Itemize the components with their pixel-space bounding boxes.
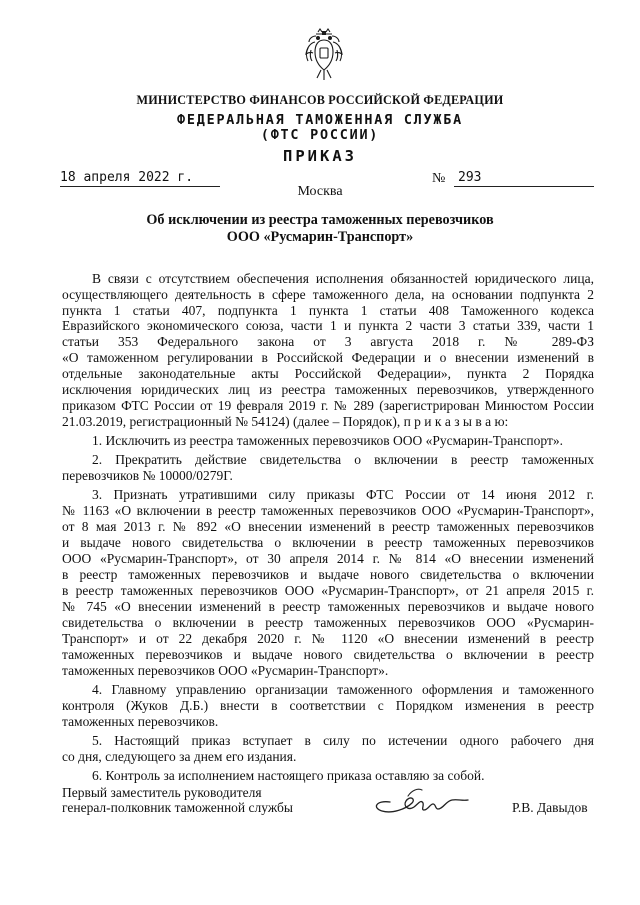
body-line: 6. Контроль за исполнением настоящего приказа оставляю за собой. <box>92 768 485 783</box>
signer-position-line-2: генерал-полковник таможенной службы <box>62 800 293 815</box>
body-line: № 745 «О внесении изменений в реестр таможенных перевозчиков и выдаче нового <box>62 599 594 614</box>
body-line: приказом ФТС России от 19 февраля 2019 г. № 289 (зарегистрирован Минюстом России <box>62 398 594 413</box>
order-title-line-2: ООО «Русмарин-Транспорт» <box>226 229 414 245</box>
order-title-line-1: Об исключении из реестра таможенных перевозчиков <box>146 212 494 228</box>
city: Москва <box>297 184 343 199</box>
body-line: осуществляющего деятельность в сфере таможенного дела, на основании подпункта 2 <box>62 287 594 302</box>
order-number: 293 <box>458 170 482 185</box>
body-line: 2. Прекратить действие свидетельства о включении в реестр таможенных <box>92 452 594 467</box>
body-line: Евразийского экономического союза, части 1 и пункта 2 части 3 статьи 339, части 1 <box>62 318 594 333</box>
body-line: 3. Признать утратившими силу приказы ФТС России от 14 июня 2012 г. <box>92 487 594 502</box>
body-line: 5. Настоящий приказ вступает в силу по истечении одного рабочего дня <box>92 733 594 748</box>
body-line: перевозчиков № 10000/0279Г. <box>62 468 233 483</box>
body-line: в реестр таможенных перевозчиков ООО «Русмарин-Транспорт», от 21 апреля 2015 г. <box>62 583 594 598</box>
body-line: таможенных перевозчиков. <box>62 714 219 729</box>
body-line: свидетельства о включении в реестр таможенных перевозчиков ООО «Русмарин- <box>62 615 594 630</box>
service-short-name: (ФТС РОССИИ) <box>260 128 380 143</box>
russian-coat-of-arms-icon <box>304 26 344 86</box>
body-line: исключения юридических лиц из реестра таможенных перевозчиков, утвержденного <box>62 382 594 397</box>
body-line: Транспорт» и от 22 декабря 2020 г. № 1120 «О внесении изменений в реестр <box>62 631 594 646</box>
body-line: и выдаче нового свидетельства о включении в реестр таможенных перевозчиков <box>62 535 594 550</box>
body-line: от 8 мая 2013 г. № 892 «О внесении изменений в реестр таможенных перевозчиков <box>62 519 594 534</box>
body-line: таможенных перевозчиков и выдаче нового свидетельства о включении в реестр <box>62 647 594 662</box>
number-sign: № <box>432 171 446 186</box>
body-line: 4. Главному управлению организации таможенного оформления и таможенного <box>92 682 594 697</box>
body-line: № 1163 «О включении в реестр таможенных перевозчиков ООО «Русмарин-Транспорт», <box>62 503 594 518</box>
body-line: «О таможенном регулировании в Российской Федерации и о внесении изменений в <box>62 350 594 365</box>
body-line: контроля (Жуков Д.Б.) внести в соответствии с Порядком изменения в реестр <box>62 698 594 713</box>
order-date: 18 апреля 2022 г. <box>60 170 194 185</box>
signer-name: Р.В. Давыдов <box>512 800 588 815</box>
document-type: ПРИКАЗ <box>283 147 357 165</box>
body-line: 1. Исключить из реестра таможенных перевозчиков ООО «Русмарин-Транспорт». <box>92 433 563 448</box>
service-name: ФЕДЕРАЛЬНАЯ ТАМОЖЕННАЯ СЛУЖБА <box>177 113 463 128</box>
body-line: таможенных перевозчиков ООО «Русмарин-Транспорт». <box>62 663 389 678</box>
body-line: в реестр таможенных перевозчиков и выдаче нового свидетельства о включении <box>62 567 594 582</box>
body-line: ООО «Русмарин-Транспорт», от 30 апреля 2014 г. № 814 «О внесении изменений <box>62 551 594 566</box>
body-line: 21.03.2019, регистрационный № 54124) (далее – Порядок), п р и к а з ы в а ю: <box>62 414 509 429</box>
body-line: отдельные законодательные акты Российской Федерации», пункта 2 Порядка <box>62 366 594 381</box>
signer-position-line-1: Первый заместитель руководителя <box>62 785 262 800</box>
body-line: со дня, следующего за днем его издания. <box>62 749 297 764</box>
body-line: статьи 353 Федерального закона от 3 августа 2018 г. № 289-ФЗ <box>62 334 594 349</box>
ministry-name: МИНИСТЕРСТВО ФИНАНСОВ РОССИЙСКОЙ ФЕДЕРАЦИИ <box>136 93 504 107</box>
body-line: пункта 1 статьи 407, подпункта 1 пункта 1 статьи 408 Таможенного кодекса <box>62 303 594 318</box>
body-line: В связи с отсутствием обеспечения исполнения обязанностей юридического лица, <box>92 271 594 286</box>
handwritten-signature <box>368 782 498 818</box>
